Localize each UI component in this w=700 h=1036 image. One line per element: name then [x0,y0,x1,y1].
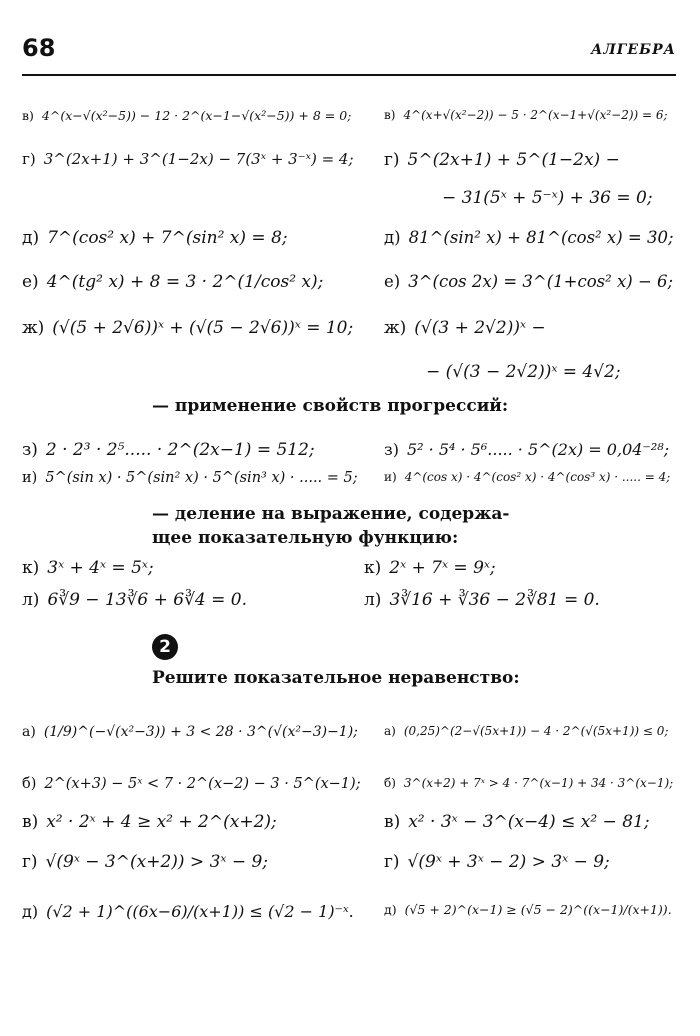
item-label: и) [384,470,397,484]
item-label: д) [22,902,39,921]
exercise-right [384,852,610,872]
page-header [22,34,676,76]
exercise-left [22,776,361,792]
math-expression: (√5 + 2)^(x−1) ≥ (√5 − 2)^((x−1)/(x+1)). [404,902,672,917]
item-label: в) [22,812,39,832]
math-expression: 81^(sin² x) + 81^(cos² x) = 30; [408,228,674,247]
math-expression: 4^(cos x) · 4^(cos² x) · 4^(cos³ x) · ..... = 4; [404,470,671,484]
math-expression: (1/9)^(−√(x²−3)) + 3 < 28 · 3^(√(x²−3)−1); [43,724,358,740]
exercise-right [442,188,653,208]
math-expression: 3ˣ + 4ˣ = 5ˣ; [47,558,154,578]
exercise-right [384,108,668,122]
item-label: б) [384,776,396,790]
item-label: в) [22,108,34,123]
item-label: к) [364,558,382,578]
math-expression: 3^(cos 2x) = 3^(1+cos² x) − 6; [408,272,674,291]
exercise-right [384,150,620,170]
math-expression: 6∛9 − 13∛6 + 6∛4 = 0. [47,590,248,610]
section-heading-division-cont: щее показательную функцию: [152,528,459,548]
page-number: 68 [22,34,56,62]
math-expression: (√2 + 1)^((6x−6)/(x+1)) ≤ (√2 − 1)⁻ˣ. [46,902,354,921]
item-label: б) [22,776,37,792]
task-number-badge: 2 [152,634,178,660]
exercise-left [22,902,354,921]
exercise-right [384,440,669,459]
math-expression: x² · 2ˣ + 4 ≥ x² + 2^(x+2); [46,812,277,832]
item-label: и) [22,470,38,486]
math-expression: 4^(x−√(x²−5)) − 12 · 2^(x−1−√(x²−5)) + 8 = 0; [41,108,352,123]
item-label: з) [22,440,38,460]
math-expression: 7^(cos² x) + 7^(sin² x) = 8; [47,228,288,248]
exercise-left [22,150,354,168]
exercise-left [22,558,154,578]
item-label: ж) [384,318,407,338]
exercise-left [22,812,277,832]
section-heading-progressions: — применение свойств прогрессий: [152,396,509,416]
task-heading: Решите показательное неравенство: [152,668,520,688]
exercise-right [384,470,670,484]
item-label: к) [22,558,40,578]
exercise-left [22,724,358,740]
math-expression: 3^(x+2) + 7ˣ > 4 · 7^(x−1) + 34 · 3^(x−1); [403,776,674,790]
exercise-right [426,362,621,382]
exercise-right [384,812,650,832]
item-label: д) [384,902,397,917]
item-label: а) [384,724,396,738]
exercise-left [22,852,268,872]
exercise-left [22,108,351,123]
exercise-right [384,776,673,790]
item-label: г) [22,150,36,168]
math-expression: 3∛16 + ∛36 − 2∛81 = 0. [389,590,600,610]
item-label: г) [22,852,38,872]
math-expression: 2^(x+3) − 5ˣ < 7 · 2^(x−2) − 3 · 5^(x−1); [44,776,361,792]
math-expression: 5² · 5⁴ · 5⁶..... · 5^(2x) = 0,04⁻²⁸; [406,440,670,459]
exercise-right [384,318,546,338]
math-expression: (√(5 + 2√6))ˣ + (√(5 − 2√6))ˣ = 10; [52,318,354,338]
item-label: д) [22,228,40,248]
item-label: е) [22,272,39,292]
math-expression: 3^(2x+1) + 3^(1−2x) − 7(3ˣ + 3⁻ˣ) = 4; [43,150,354,168]
math-expression: √(9ˣ + 3ˣ − 2) > 3ˣ − 9; [407,852,610,872]
item-label: а) [22,724,36,740]
running-head: АЛГЕБРА [590,42,676,58]
item-label: з) [384,440,399,459]
exercise-right [384,272,673,291]
exercise-left [22,470,358,486]
exercise-right [364,558,496,578]
exercise-left [22,318,353,338]
exercise-right [384,228,674,247]
section-heading-division: — деление на выражение, содержа- [152,504,510,524]
item-label: в) [384,108,396,122]
math-expression: − (√(3 − 2√2))ˣ = 4√2; [426,362,621,382]
exercise-left [22,590,247,610]
item-label: е) [384,272,401,291]
math-expression: x² · 3ˣ − 3^(x−4) ≤ x² − 81; [408,812,650,832]
item-label: д) [384,228,401,247]
math-expression: 2ˣ + 7ˣ = 9ˣ; [389,558,496,578]
math-expression: 4^(x+√(x²−2)) − 5 · 2^(x−1+√(x²−2)) = 6; [403,108,668,122]
exercise-left [22,440,315,460]
exercise-right [384,902,672,917]
math-expression: √(9ˣ − 3^(x+2)) > 3ˣ − 9; [45,852,269,872]
exercise-right [364,590,600,610]
math-expression: 5^(2x+1) + 5^(1−2x) − [407,150,620,170]
math-expression: 2 · 2³ · 2⁵..... · 2^(2x−1) = 512; [45,440,315,460]
item-label: л) [364,590,382,610]
math-expression: − 31(5ˣ + 5⁻ˣ) + 36 = 0; [442,188,653,208]
math-expression: 5^(sin x) · 5^(sin² x) · 5^(sin³ x) · ..... = 5; [45,470,358,486]
exercise-left [22,228,288,248]
item-label: л) [22,590,40,610]
item-label: ж) [22,318,45,338]
math-expression: (0,25)^(2−√(5x+1)) − 4 · 2^(√(5x+1)) ≤ 0; [403,724,669,738]
exercise-left [22,272,323,292]
exercise-right [384,724,668,738]
item-label: г) [384,150,400,170]
math-expression: (√(3 + 2√2))ˣ − [414,318,546,338]
item-label: в) [384,812,401,832]
math-expression: 4^(tg² x) + 8 = 3 · 2^(1/cos² x); [46,272,324,292]
item-label: г) [384,852,400,872]
